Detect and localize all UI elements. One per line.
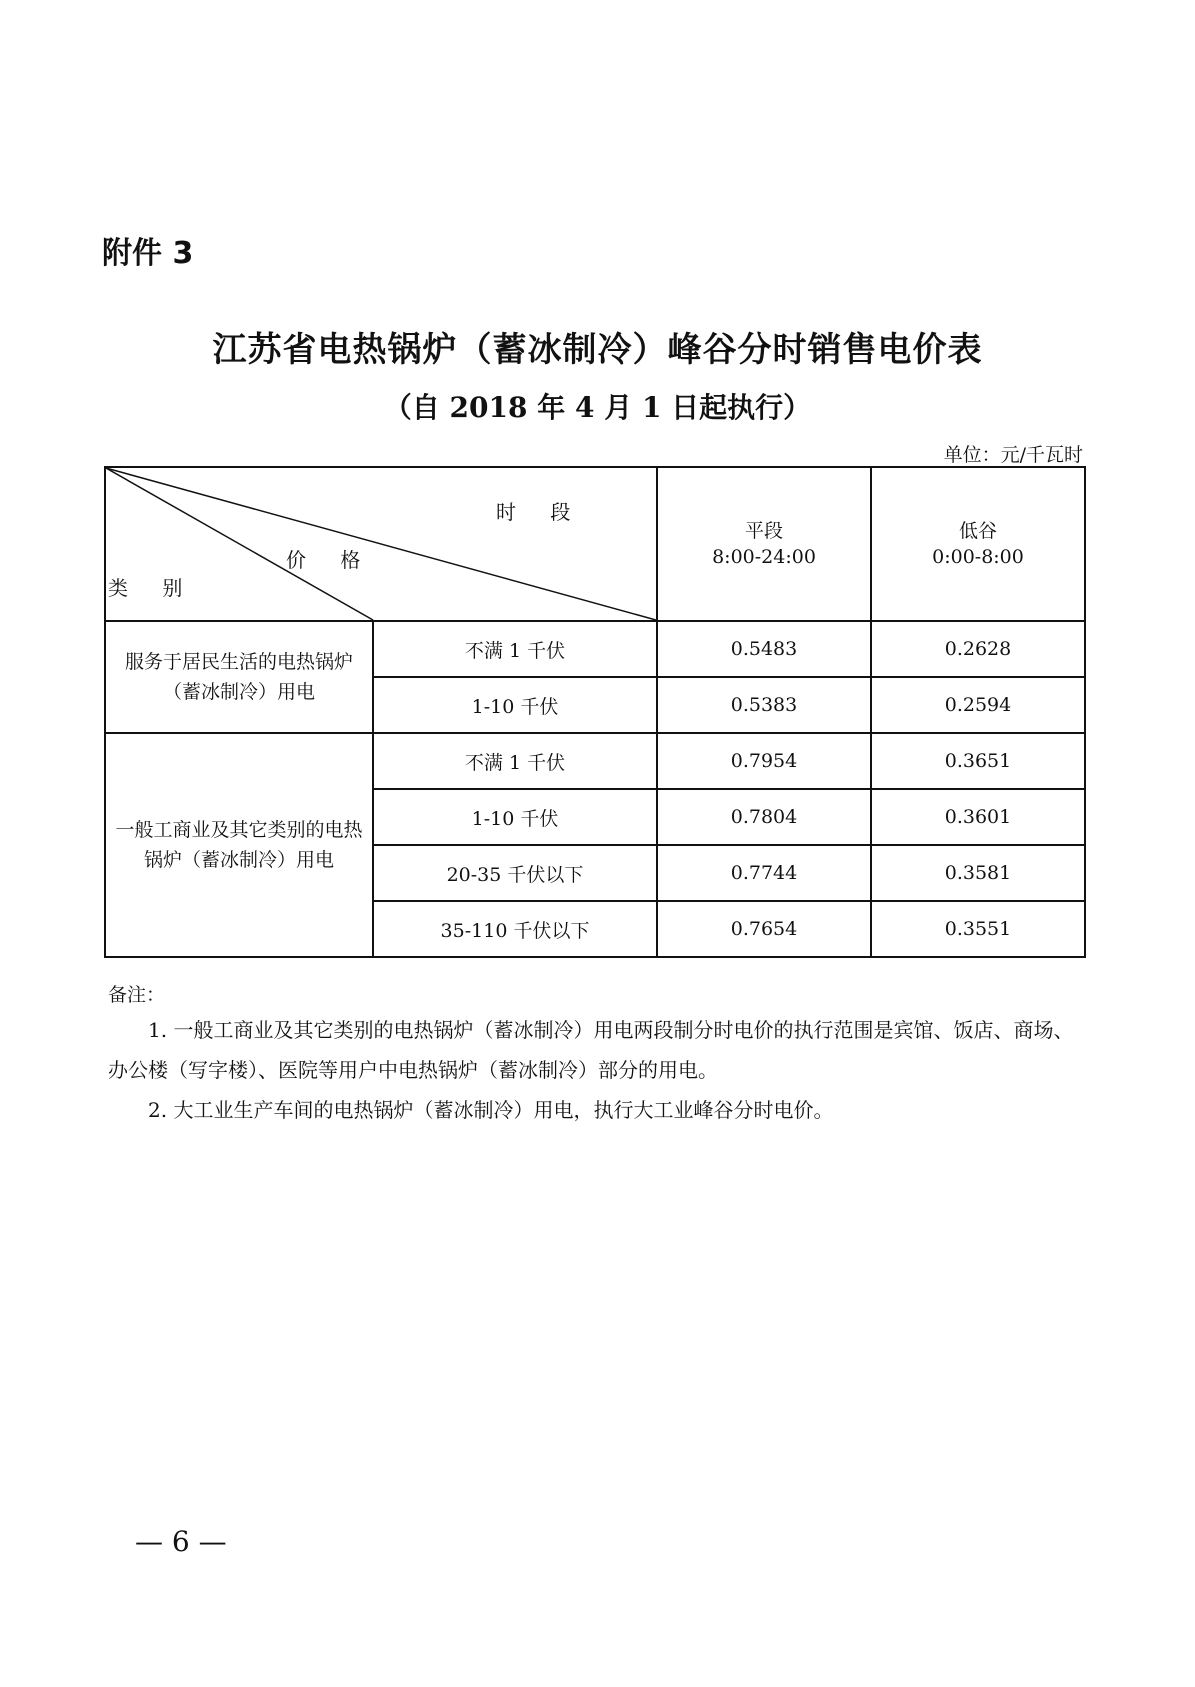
diagonal-header-cell bbox=[105, 467, 657, 621]
valley-price-cell: 0.3601 bbox=[871, 789, 1085, 845]
annex-label: 附件 3 bbox=[102, 236, 194, 271]
voltage-cell: 不满 1 千伏 bbox=[373, 621, 657, 677]
price-header: 价 格 bbox=[286, 548, 375, 572]
flat-period-time: 8:00-24:00 bbox=[712, 546, 816, 568]
table-row bbox=[105, 621, 1085, 677]
flat-price-cell: 0.7744 bbox=[657, 845, 871, 901]
category-commercial: 一般工商业及其它类别的电热锅炉（蓄冰制冷）用电 bbox=[105, 733, 373, 957]
voltage-cell: 20-35 千伏以下 bbox=[373, 845, 657, 901]
document-title: 江苏省电热锅炉（蓄冰制冷）峰谷分时销售电价表 bbox=[212, 330, 983, 370]
flat-price-cell: 0.5483 bbox=[657, 621, 871, 677]
voltage-cell: 35-110 千伏以下 bbox=[373, 901, 657, 957]
notes-title: 备注： bbox=[108, 984, 166, 1006]
table-row bbox=[105, 733, 1085, 789]
category-header: 类 别 bbox=[108, 576, 197, 600]
valley-price-cell: 0.2628 bbox=[871, 621, 1085, 677]
unit-label: 单位：元/千瓦时 bbox=[943, 444, 1083, 466]
valley-price-cell: 0.3551 bbox=[871, 901, 1085, 957]
flat-price-cell: 0.5383 bbox=[657, 677, 871, 733]
valley-price-cell: 0.2594 bbox=[871, 677, 1085, 733]
flat-period-label: 平段 bbox=[744, 520, 783, 542]
valley-period-header bbox=[871, 467, 1085, 621]
time-period-header: 时 段 bbox=[496, 500, 585, 524]
valley-price-cell: 0.3651 bbox=[871, 733, 1085, 789]
valley-period-time: 0:00-8:00 bbox=[932, 546, 1024, 568]
price-table bbox=[104, 466, 1086, 958]
document-subtitle: （自 2018 年 4 月 1 日起执行） bbox=[383, 391, 812, 424]
flat-price-cell: 0.7804 bbox=[657, 789, 871, 845]
flat-price-cell: 0.7654 bbox=[657, 901, 871, 957]
table-header-row bbox=[105, 467, 1085, 621]
page-number: — 6 — bbox=[135, 1525, 227, 1558]
category-residential: 服务于居民生活的电热锅炉（蓄冰制冷）用电 bbox=[105, 621, 373, 733]
voltage-cell: 1-10 千伏 bbox=[373, 789, 657, 845]
note-item: 2. 大工业生产车间的电热锅炉（蓄冰制冷）用电，执行大工业峰谷分时电价。 bbox=[148, 1098, 834, 1122]
voltage-cell: 不满 1 千伏 bbox=[373, 733, 657, 789]
voltage-cell: 1-10 千伏 bbox=[373, 677, 657, 733]
note-item: 1. 一般工商业及其它类别的电热锅炉（蓄冰制冷）用电两段制分时电价的执行范围是宾馆、饭店、商场、办公楼（写字楼）、医院等用户中电热锅炉（蓄冰制冷）部分的用电。 bbox=[108, 1018, 1074, 1082]
valley-price-cell: 0.3581 bbox=[871, 845, 1085, 901]
flat-price-cell: 0.7954 bbox=[657, 733, 871, 789]
flat-period-header bbox=[657, 467, 871, 621]
valley-period-label: 低谷 bbox=[958, 520, 997, 542]
